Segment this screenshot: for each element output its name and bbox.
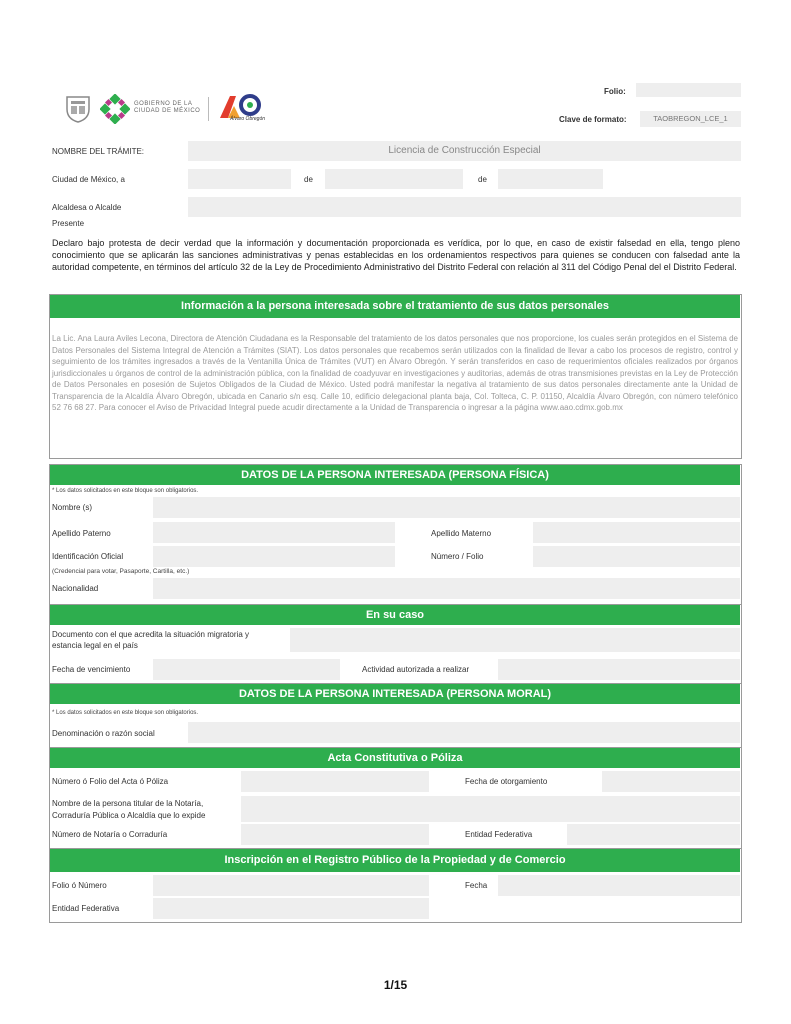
denominacion-label: Denominación o razón social xyxy=(52,729,155,738)
actividad-field[interactable] xyxy=(498,659,740,680)
logo-divider xyxy=(208,97,209,121)
ap-paterno-field[interactable] xyxy=(153,522,395,543)
fisica-note: * Los datos solicitados en este bloque son obligatorios. xyxy=(52,488,199,494)
declaracion-text: Declaro bajo protesta de decir verdad que la información y documentación proporcionada es verídica, por lo que, en caso de existir falsedad en ella, tengo pleno conocimiento que se aplicarán las sanciones administrativas y penas establecidas en los ordenamientos respectivos para quienes se conducen con falsedad ante la autoridad competente, en términos del artículo 32 de la Ley de Procedimiento Administrativo del Distrito Federal con relación al 311 del Código Penal del el Distrito Federal. xyxy=(52,238,740,272)
tramite-label: NOMBRE DEL TRÁMITE: xyxy=(52,147,145,156)
registro-folio-field[interactable] xyxy=(153,875,429,896)
vencimiento-label: Fecha de vencimiento xyxy=(52,665,131,674)
numero-folio-field[interactable] xyxy=(533,546,740,567)
fisica-title: DATOS DE LA PERSONA INTERESADA (PERSONA FÍSICA) xyxy=(50,465,740,485)
num-notaria-field[interactable] xyxy=(241,824,429,845)
ciudad-label: Ciudad de México, a xyxy=(52,175,125,184)
ap-materno-label: Apellido Materno xyxy=(431,529,492,538)
num-notaria-label: Número de Notaría o Corraduría xyxy=(52,830,168,839)
privacidad-text: La Lic. Ana Laura Aviles Lecona, Directora de Atención Ciudadana es la Responsable del tratamiento de los datos personales que nos proporcione, los cuales serán protegidos en el Sistema de Datos Personales del Sistema Integral de Atención a Trámites (SIAT). Los datos personales que recabemos serán utilizados con la finalidad de llevar a cabo los procesos de registro, control y seguimiento de los trámites ingresados a través de la Ventanilla Única de Trámites (VUT) en Álvaro Obregón. Y serán transferidos en caso de requerimientos oficiales realizados por órganos jurisdiccionales u órganos de control de la administración pública, con la finalidad de coadyuvar en investigaciones y auditorias, además de otras transmisiones previstas en la Ley de Protección de Datos Personales en posesión de Sujetos Obligados de la Ciudad de México. Usted podrá manifestar la negativa al tratamiento de sus datos personales directamente ante la Unidad de Transparencia de la Alcaldía Álvaro Obregón, ubicada en Canario s/n esq. Calle 10, edificio delegacional planta baja, Col. Tolteca, C. P. 01150, Alcaldía Álvaro Obregón, con número telefónico 52 76 68 27. Para conocer el Aviso de Privacidad Integral puede acudir directamente a la Unidad de Transparencia o ingresar a la página www.aao.cdmx.gob.mx xyxy=(52,334,738,412)
vencimiento-field[interactable] xyxy=(153,659,340,680)
en-su-caso-title: En su caso xyxy=(50,605,740,625)
notaria-label-line2: Corraduría Pública o Alcaldía que lo expide xyxy=(52,811,206,820)
acta-entidad-label: Entidad Federativa xyxy=(465,830,533,839)
registro-title: Inscripción en el Registro Público de la Propiedad y de Comercio xyxy=(50,849,740,872)
presente-label: Presente xyxy=(52,219,85,228)
dia-field[interactable] xyxy=(188,169,291,189)
notaria-field[interactable] xyxy=(241,796,740,822)
numero-folio-label: Número / Folio xyxy=(431,552,484,561)
gobierno-line2: CIUDAD DE MÉXICO xyxy=(134,108,201,114)
nacionalidad-field[interactable] xyxy=(153,578,740,599)
gobierno-line1: GOBIERNO DE LA xyxy=(134,101,193,107)
ap-paterno-label: Apellido Paterno xyxy=(52,529,111,538)
acta-entidad-field[interactable] xyxy=(567,824,740,845)
anio-field[interactable] xyxy=(498,169,603,189)
mes-field[interactable] xyxy=(325,169,463,189)
page-number: 1/15 xyxy=(383,978,408,992)
acta-title: Acta Constitutiva o Póliza xyxy=(50,748,740,768)
registro-fecha-field[interactable] xyxy=(498,875,740,896)
notaria-label-line1: Nombre de la persona titular de la Notaría, xyxy=(52,799,204,808)
fecha-otorgamiento-field[interactable] xyxy=(602,771,740,792)
fecha-otorgamiento-label: Fecha de otorgamiento xyxy=(465,777,548,786)
folio-field[interactable] xyxy=(636,83,741,97)
de-label-1: de xyxy=(304,175,313,184)
alcaldesa-field[interactable] xyxy=(188,197,741,217)
cdmx-shield-logo xyxy=(65,95,91,123)
clave-label: Clave de formato: xyxy=(559,115,627,124)
registro-entidad-field[interactable] xyxy=(153,898,429,919)
denominacion-field[interactable] xyxy=(188,722,740,743)
cdmx-flower-logo xyxy=(100,94,130,124)
de-label-2: de xyxy=(478,175,487,184)
numero-acta-label: Número ó Folio del Acta ó Póliza xyxy=(52,777,169,786)
registro-folio-label: Folio ó Número xyxy=(52,881,107,890)
identificacion-label: Identificación Oficial xyxy=(52,552,124,561)
gobierno-logo-text xyxy=(134,101,200,115)
privacidad-title: Información a la persona interesada sobre el tratamiento de sus datos personales xyxy=(50,295,740,318)
alvaro-obregon-logo xyxy=(216,92,270,124)
nombre-label: Nombre (s) xyxy=(52,503,93,512)
registro-fecha-label: Fecha xyxy=(465,881,488,890)
actividad-label: Actividad autorizada a realizar xyxy=(362,665,470,674)
alcaldesa-label: Alcaldesa o Alcalde xyxy=(52,203,122,212)
moral-note: * Los datos solicitados en este bloque son obligatorios. xyxy=(52,710,199,716)
ap-materno-field[interactable] xyxy=(533,522,740,543)
moral-title: DATOS DE LA PERSONA INTERESADA (PERSONA MORAL) xyxy=(50,684,740,704)
documento-field[interactable] xyxy=(290,628,740,652)
documento-label xyxy=(52,629,249,651)
identificacion-note: (Credencial para votar, Pasaporte, Cartilla, etc.) xyxy=(52,568,190,575)
numero-acta-field[interactable] xyxy=(241,771,429,792)
nombre-field[interactable] xyxy=(153,497,740,518)
documento-label-line1: Documento con el que acredita la situación migratoria y xyxy=(52,630,249,639)
documento-label-line2: estancia legal en el país xyxy=(52,641,138,650)
tramite-field: Licencia de Construcción Especial xyxy=(188,141,741,161)
nacionalidad-label: Nacionalidad xyxy=(52,584,99,593)
folio-label: Folio: xyxy=(604,87,626,96)
identificacion-field[interactable] xyxy=(153,546,395,567)
notaria-label xyxy=(52,798,205,822)
clave-field: TAOBREGON_LCE_1 xyxy=(640,111,741,127)
alvaro-obregon-logo-text: Álvaro Obregón xyxy=(230,116,266,122)
registro-entidad-label: Entidad Federativa xyxy=(52,904,120,913)
